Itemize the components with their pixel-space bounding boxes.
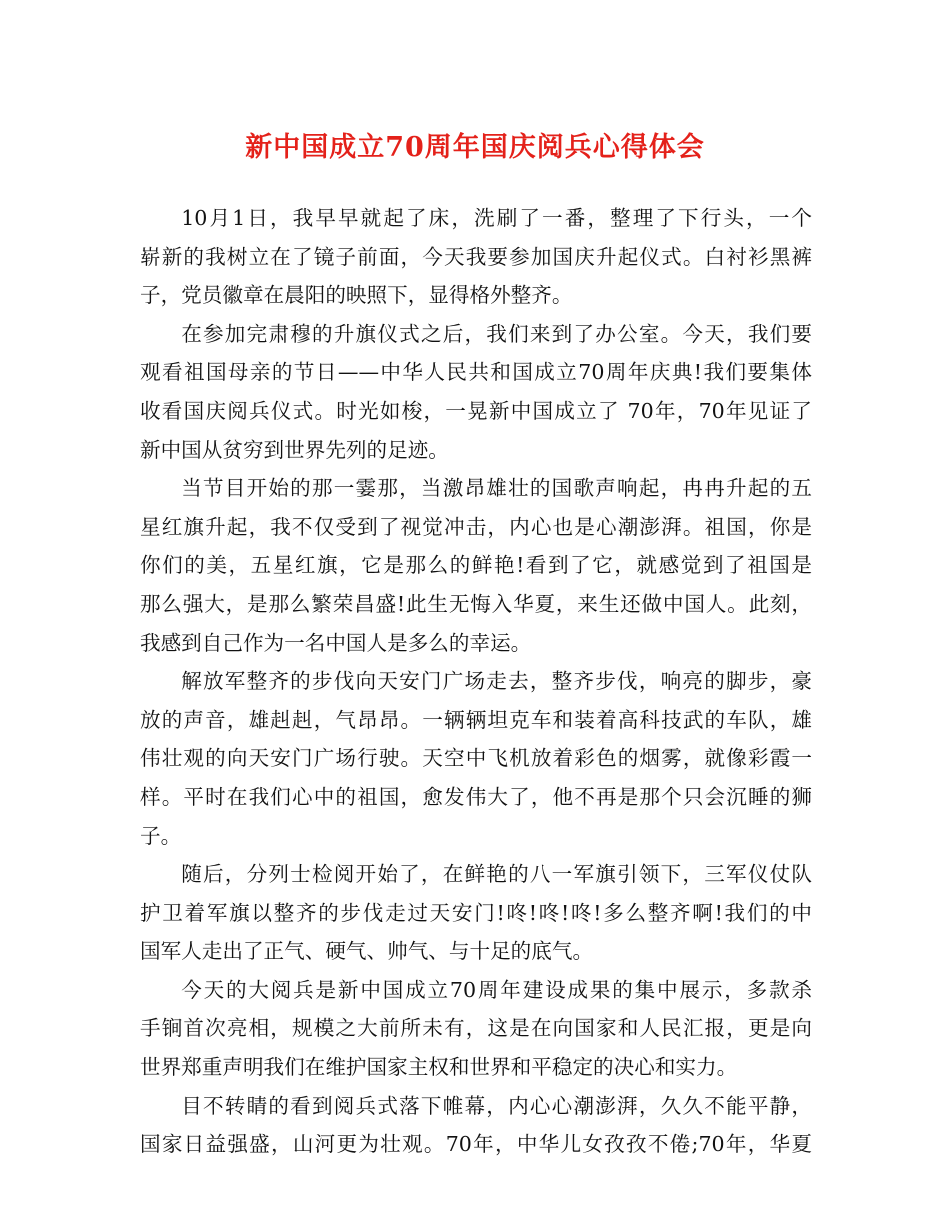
paragraph-line: 那么强大，是那么繁荣昌盛!此生无悔入华夏，来生还做中国人。此刻，: [140, 591, 812, 616]
paragraph-line: 今天的大阅兵是新中国成立70周年建设成果的集中展示，多款杀: [181, 977, 812, 1002]
paragraph-line: 手锏首次亮相，规模之大前所未有，这是在向国家和人民汇报，更是向: [140, 1016, 812, 1041]
paragraph-line: 子，党员徽章在晨阳的映照下，显得格外整齐。: [140, 283, 573, 308]
paragraph: [140, 662, 812, 855]
paragraph: [140, 1087, 812, 1164]
paragraph-line: 解放军整齐的步伐向天安门广场走去，整齐步伐，响亮的脚步，豪: [181, 669, 812, 694]
paragraph-line: 我感到自己作为一名中国人是多么的幸运。: [140, 630, 532, 655]
paragraph: [140, 469, 812, 662]
paragraph-line: 在参加完肃穆的升旗仪式之后，我们来到了办公室。今天，我们要: [181, 321, 812, 346]
paragraph-line: 收看国庆阅兵仪式。时光如梭，一晃新中国成立了 70年，70年见证了: [140, 398, 812, 423]
paragraph-line: 国家日益强盛，山河更为壮观。70年，中华儿女孜孜不倦;70年，华夏: [140, 1132, 812, 1157]
paragraph-line: 你们的美，五星红旗，它是那么的鲜艳!看到了它，就感觉到了祖国是: [140, 553, 812, 578]
document-title: 新中国成立70周年国庆阅兵心得体会: [245, 132, 705, 163]
document-body: [140, 199, 812, 1164]
paragraph-line: 10月1日，我早早就起了床，洗刷了一番，整理了下行头，一个: [181, 206, 812, 230]
paragraph-line: 国军人走出了正气、硬气、帅气、与十足的底气。: [140, 939, 594, 964]
paragraph-line: 当节目开始的那一霎那，当激昂雄壮的国歌声响起，冉冉升起的五: [181, 476, 812, 501]
paragraph: [140, 855, 812, 971]
paragraph: [140, 971, 812, 1087]
paragraph-line: 崭新的我树立在了镜子前面，今天我要参加国庆升起仪式。白衬衫黑裤: [140, 244, 812, 269]
paragraph-line: 放的声音，雄赳赳，气昂昂。一辆辆坦克车和装着高科技武的车队，雄: [140, 707, 812, 732]
paragraph: [140, 315, 812, 469]
paragraph-line: 样。平时在我们心中的祖国，愈发伟大了，他不再是那个只会沉睡的狮: [140, 784, 812, 809]
paragraph-line: 星红旗升起，我不仅受到了视觉冲击，内心也是心潮澎湃。祖国，你是: [140, 514, 812, 539]
paragraph-line: 新中国从贫穷到世界先列的足迹。: [140, 437, 449, 462]
paragraph: [140, 199, 812, 315]
paragraph-line: 伟壮观的向天安门广场行驶。天空中飞机放着彩色的烟雾，就像彩霞一: [140, 746, 812, 771]
paragraph-line: 目不转睛的看到阅兵式落下帷幕，内心心潮澎湃，久久不能平静，: [181, 1093, 812, 1118]
paragraph-line: 护卫着军旗以整齐的步伐走过天安门!咚!咚!咚!多么整齐啊!我们的中: [140, 900, 812, 925]
paragraph-line: 子。: [140, 823, 182, 848]
paragraph-line: 观看祖国母亲的节日——中华人民共和国成立70周年庆典!我们要集体: [140, 360, 812, 385]
paragraph-line: 世界郑重声明我们在维护国家主权和世界和平稳定的决心和实力。: [140, 1055, 738, 1080]
paragraph-line: 随后，分列士检阅开始了，在鲜艳的八一军旗引领下，三军仪仗队: [181, 862, 812, 887]
